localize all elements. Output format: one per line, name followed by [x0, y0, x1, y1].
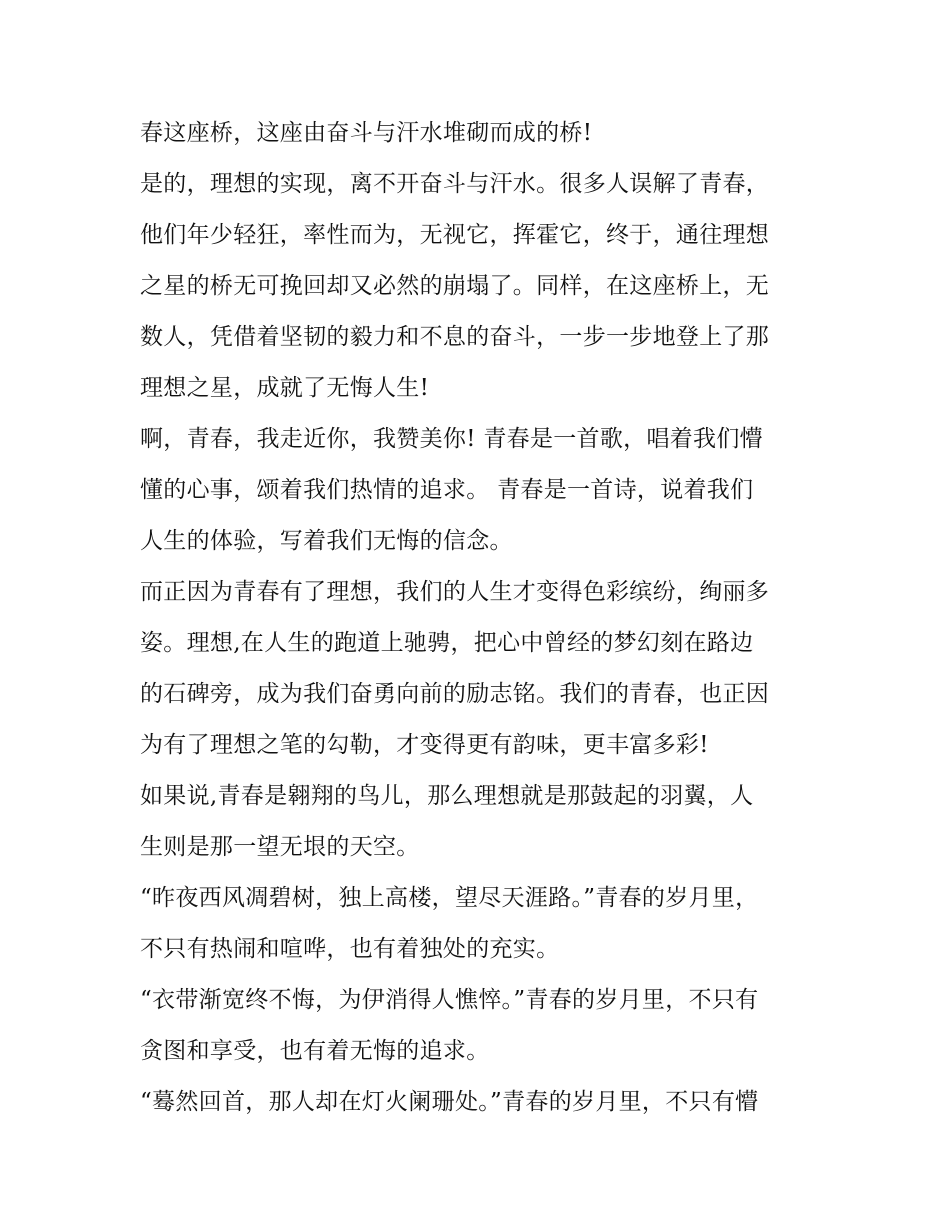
- text-line: “衣带渐宽终不悔，为伊消得人憔悴。”青春的岁月里，不只有: [140, 987, 759, 1013]
- text-line: 为有了理想之笔的勾勒，才变得更有韵味，更丰富多彩!: [140, 732, 709, 758]
- text-line: 生则是那一望无垠的天空。: [140, 834, 420, 860]
- text-line: 啊，青春，我走近你，我赞美你! 青春是一首歌，唱着我们懵: [140, 426, 763, 452]
- text-line: 而正因为青春有了理想，我们的人生才变得色彩缤纷，绚丽多: [140, 579, 770, 605]
- essay-text: [140, 108, 820, 1128]
- text-line: 数人，凭借着坚韧的毅力和不息的奋斗，一步一步地登上了那: [140, 324, 770, 350]
- text-line: 之星的桥无可挽回却又必然的崩塌了。同样，在这座桥上，无: [140, 273, 770, 299]
- text-line: 他们年少轻狂，率性而为，无视它，挥霍它，终于，通往理想: [140, 222, 770, 248]
- text-line: 春这座桥，这座由奋斗与汗水堆砌而成的桥!: [140, 120, 593, 146]
- text-line: 人生的体验，写着我们无悔的信念。: [140, 528, 513, 554]
- text-line: “昨夜西风凋碧树，独上高楼，望尽天涯路。”青春的岁月里，: [140, 885, 759, 911]
- text-line: 贪图和享受，也有着无悔的追求。: [140, 1038, 490, 1064]
- text-line: 是的，理想的实现，离不开奋斗与汗水。很多人误解了青春，: [140, 171, 770, 197]
- text-line: “蓦然回首，那人却在灯火阑珊处。”青春的岁月里，不只有懵: [140, 1089, 759, 1115]
- text-line: 懂的心事，颂着我们热情的追求。 青春是一首诗，说着我们: [140, 477, 754, 503]
- text-line: 不只有热闹和喧哗，也有着独处的充实。: [140, 936, 560, 962]
- text-line: 姿。理想,在人生的跑道上驰骋，把心中曾经的梦幻刻在路边: [140, 630, 754, 656]
- text-line: 如果说,青春是翱翔的鸟儿，那么理想就是那鼓起的羽翼，人: [140, 783, 754, 809]
- text-line: 的石碑旁，成为我们奋勇向前的励志铭。我们的青春，也正因: [140, 681, 770, 707]
- text-line: 理想之星，成就了无悔人生!: [140, 375, 430, 401]
